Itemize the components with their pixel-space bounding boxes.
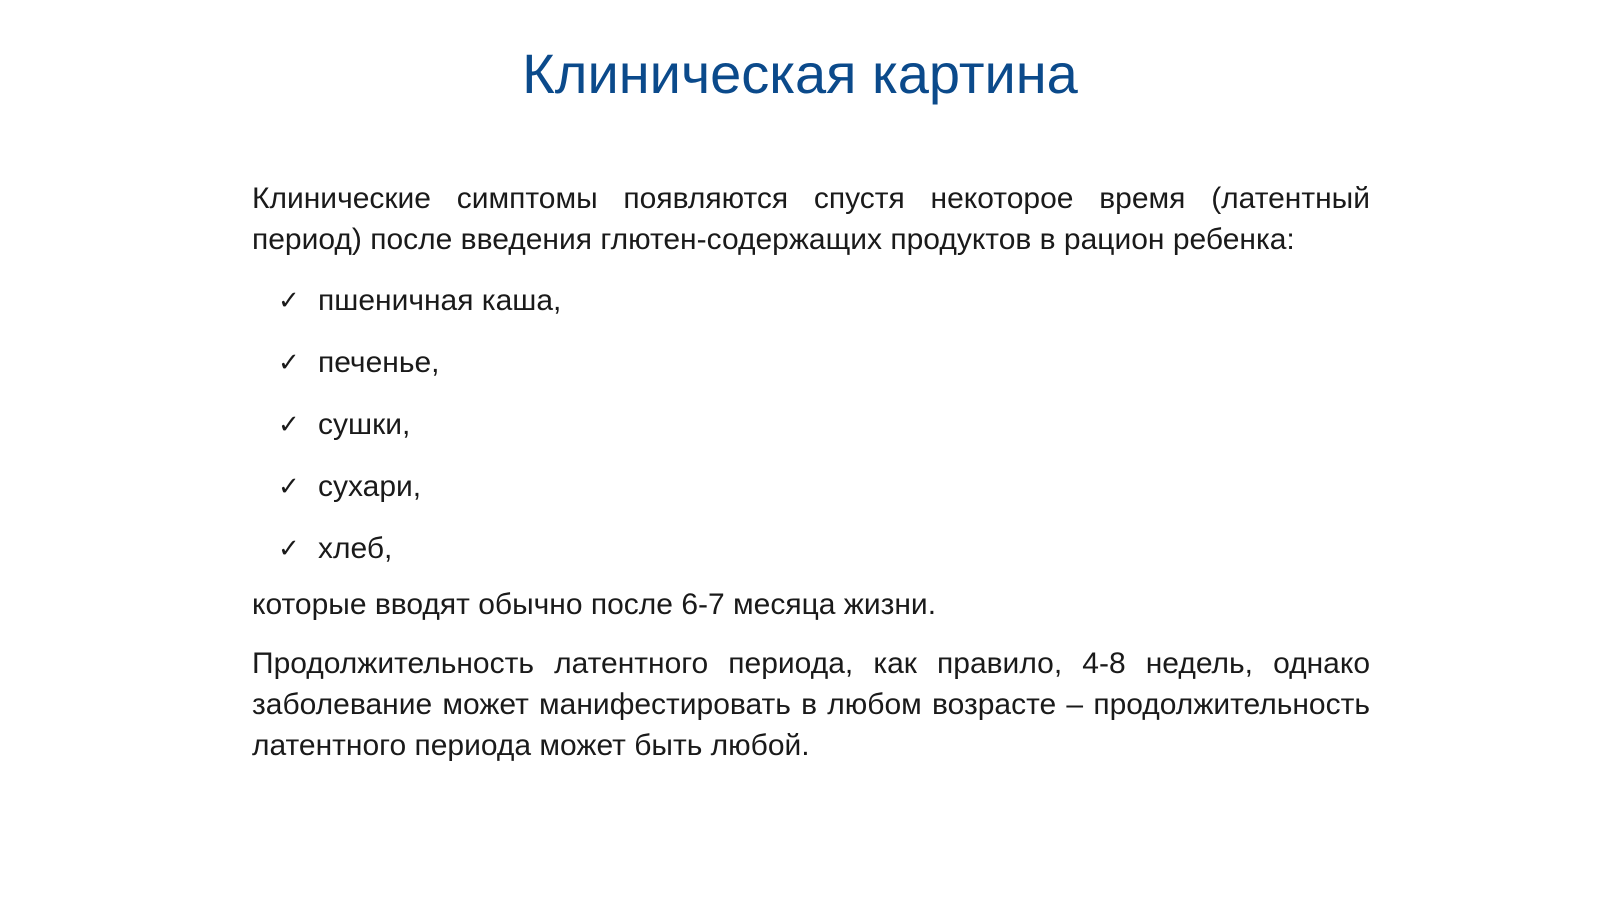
list-item	[252, 528, 1370, 568]
after-list-paragraph: которые вводят обычно после 6-7 месяца жизни.	[252, 588, 937, 621]
list-item-label: сухари,	[318, 469, 422, 503]
list-item	[252, 280, 1370, 320]
list-item-label: пшеничная каша,	[318, 283, 562, 317]
intro-paragraph: Клинические симптомы появляются спустя некоторое время (латентный период) после введения глютен-содержащих продуктов в рацион ребенка:	[252, 182, 1370, 256]
checkmark-icon: ✓	[278, 409, 300, 439]
list-item-label: хлеб,	[318, 531, 393, 565]
list-item-label: сушки,	[318, 407, 411, 441]
product-list	[252, 280, 1370, 568]
closing-paragraph: Продолжительность латентного периода, как правило, 4-8 недель, однако заболевание может манифестировать в любом возрасте – продолжительность латентного периода может быть любой.	[252, 647, 1370, 762]
list-item-label: печенье,	[318, 345, 440, 379]
checkmark-icon: ✓	[278, 533, 300, 563]
checkmark-icon: ✓	[278, 471, 300, 501]
checkmark-icon: ✓	[278, 347, 300, 377]
list-item	[252, 404, 1370, 444]
slide-title: Клиническая картина	[522, 42, 1078, 105]
slide-content	[252, 178, 1370, 766]
checkmark-icon: ✓	[278, 285, 300, 315]
list-item	[252, 342, 1370, 382]
list-item	[252, 466, 1370, 506]
